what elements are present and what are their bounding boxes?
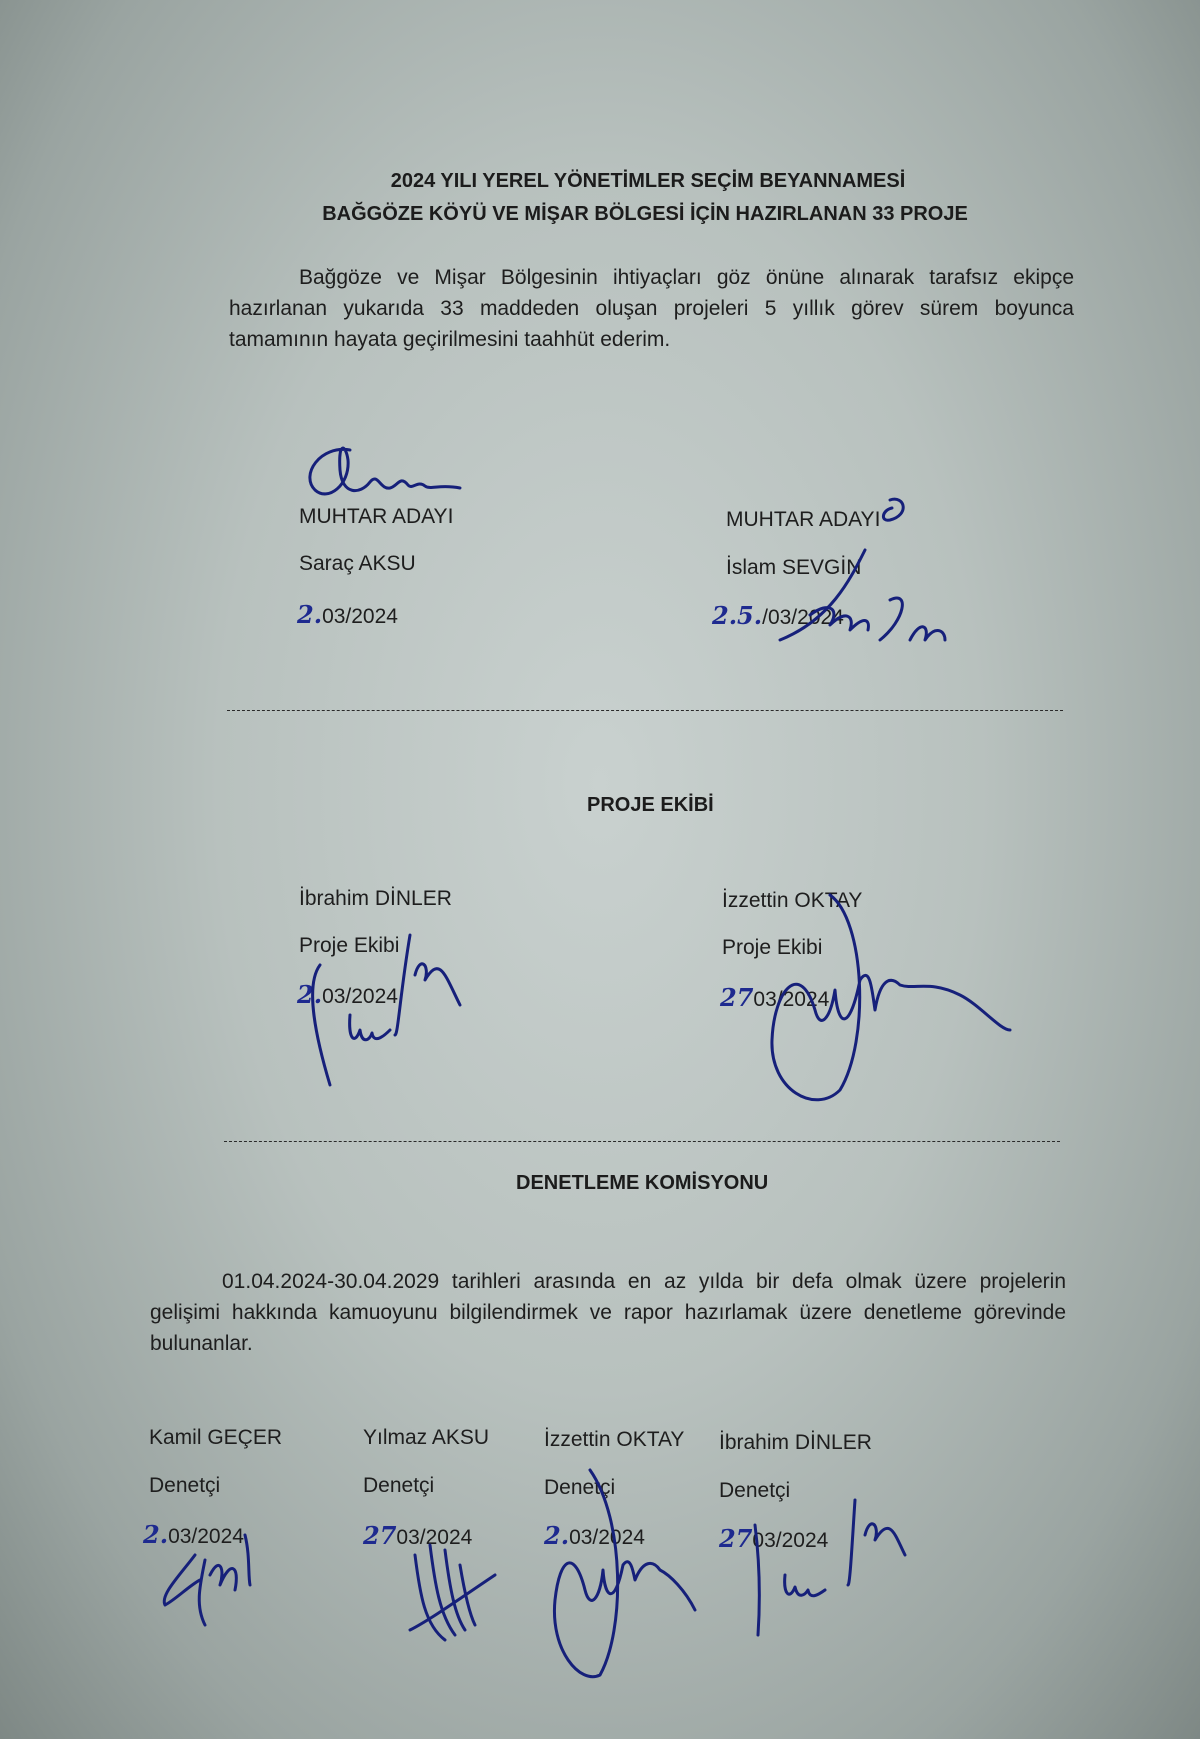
section-divider bbox=[227, 710, 1063, 711]
team-member-2-role: Proje Ekibi bbox=[722, 936, 823, 959]
candidate-1-signature bbox=[300, 440, 480, 520]
commission-member-3-date: 2.03/2024 bbox=[544, 1521, 645, 1550]
commission-heading: DENETLEME KOMİSYONU bbox=[516, 1172, 769, 1194]
commission-member-4-role: Denetçi bbox=[719, 1479, 791, 1502]
commission-member-3-role: Denetçi bbox=[544, 1476, 616, 1499]
candidate-2-date: 2.5./03/2024 bbox=[712, 601, 844, 630]
team-member-1-name: İbrahim DİNLER bbox=[299, 887, 452, 910]
section-divider-2 bbox=[224, 1141, 1060, 1142]
declaration-text: Bağgöze ve Mişar Bölgesinin ihtiyaçları göz önüne alınarak tarafsız ekipçe hazırlanan yukarıda 33 maddeden oluşan projeleri 5 yıllık görev sürem boyunca tamamının hayata geçirilmesini taahhüt ederim. bbox=[229, 266, 1074, 351]
commission-member-1-signature bbox=[150, 1515, 280, 1635]
candidate-1-name: Saraç AKSU bbox=[299, 552, 416, 575]
candidate-1-role: MUHTAR ADAYI bbox=[299, 505, 454, 528]
commission-member-1-name: Kamil GEÇER bbox=[149, 1426, 283, 1449]
candidate-2-signature bbox=[770, 490, 970, 670]
commission-member-4-date: 2703/2024 bbox=[719, 1524, 829, 1553]
project-team-heading: PROJE EKİBİ bbox=[587, 794, 714, 816]
commission-text: 01.04.2024-30.04.2029 tarihleri arasında en az yılda bir defa olmak üzere projelerin gelişimi hakkında kamuoyunu bilgilendirmek ve rapor hazırlamak üzere denetleme görevinde bulunanlar. bbox=[150, 1270, 1066, 1355]
commission-member-4-name: İbrahim DİNLER bbox=[719, 1431, 872, 1454]
commission-member-2-role: Denetçi bbox=[363, 1474, 435, 1497]
team-member-2-name: İzzettin OKTAY bbox=[722, 889, 863, 912]
commission-member-3-name: İzzettin OKTAY bbox=[544, 1428, 685, 1451]
commission-member-1-date: 2.03/2024 bbox=[143, 1520, 244, 1549]
commission-member-4-signature bbox=[740, 1495, 930, 1645]
commission-member-1-role: Denetçi bbox=[149, 1474, 221, 1497]
candidate-1-date: 2.03/2024 bbox=[297, 600, 398, 629]
commission-member-2-signature bbox=[405, 1535, 505, 1655]
commission-member-2-name: Yılmaz AKSU bbox=[363, 1426, 490, 1449]
candidate-2-name: İslam SEVGİN bbox=[726, 556, 862, 579]
team-member-2-date: 2703/2024 bbox=[720, 983, 830, 1012]
team-member-2-signature bbox=[760, 880, 1020, 1120]
commission-member-3-signature bbox=[545, 1460, 715, 1680]
document-title: 2024 YILI YEREL YÖNETİMLER SEÇİM BEYANNAMESİ bbox=[390, 170, 906, 192]
team-member-1-date: 2.03/2024 bbox=[297, 980, 398, 1009]
team-member-1-signature bbox=[300, 935, 490, 1095]
candidate-2-role: MUHTAR ADAYI bbox=[726, 508, 881, 531]
document-subtitle: BAĞGÖZE KÖYÜ VE MİŞAR BÖLGESİ İÇİN HAZIRLANAN 33 PROJE bbox=[322, 203, 968, 225]
team-member-1-role: Proje Ekibi bbox=[299, 934, 400, 957]
commission-member-2-date: 2703/2024 bbox=[363, 1521, 473, 1550]
